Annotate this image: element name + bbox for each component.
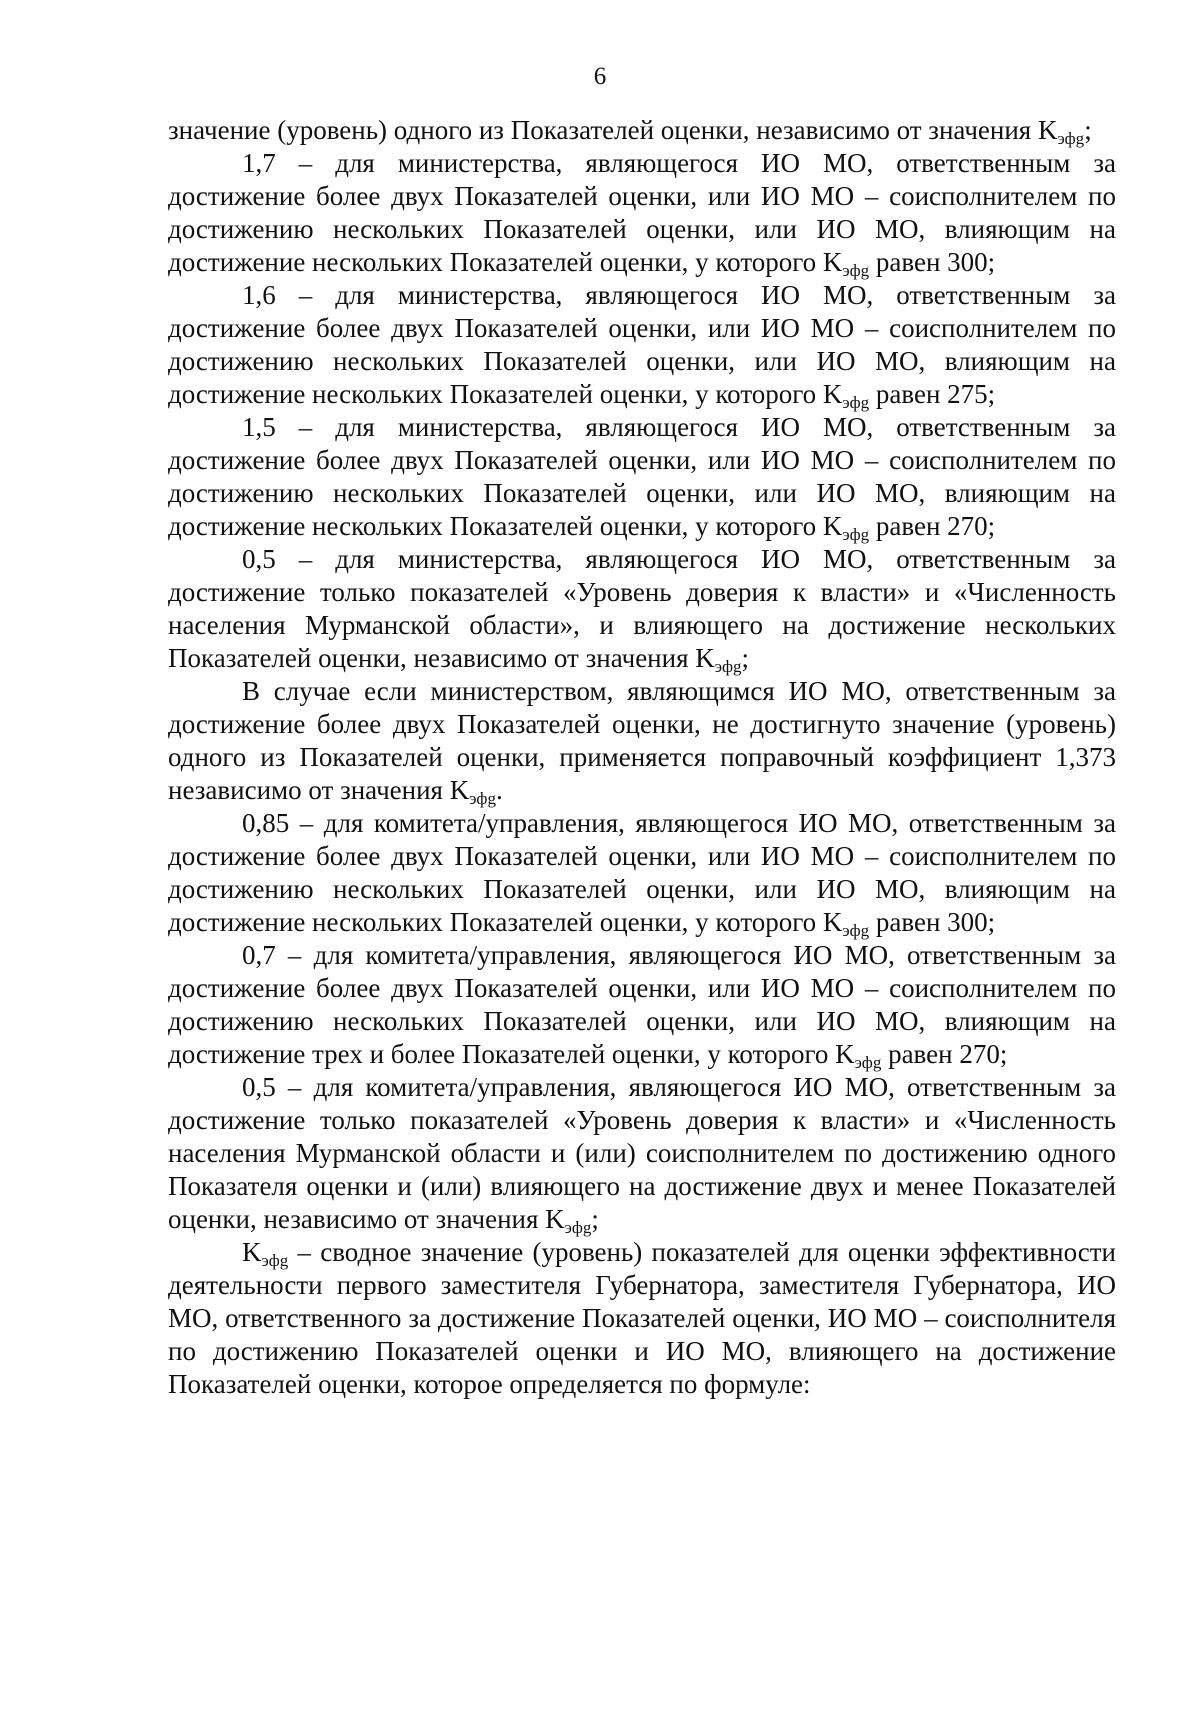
coefficient-symbol [242,1237,289,1270]
paragraph-text: равен 275; [869,379,996,409]
paragraph [168,279,1116,411]
coefficient-symbol [822,907,870,940]
paragraph [168,1236,1116,1401]
coefficient-symbol [822,379,870,412]
paragraph-text: равен 270; [869,511,996,541]
paragraph-text: 0,5 – для комитета/управления, являющегося ИО МО, ответственным за достижение только показателей «Уровень доверия к власти» и «Численность населения Мурманской области и (или) соисполнителем по достижению одного Показателя оценки и (или) влияющего на достижение двух и менее Показателей оценки, независимо от значения [168,1072,1116,1234]
paragraph-text: ; [591,1204,599,1234]
coefficient-symbol [695,643,742,676]
coefficient-subscript: эфg [842,525,870,544]
coefficient-letter: K [822,511,843,541]
coefficient-letter: K [822,247,843,277]
paragraph [168,114,1116,147]
coefficient-letter: K [695,643,715,673]
paragraph-text: . [495,775,503,805]
coefficient-symbol [822,247,870,280]
paragraph-text: равен 300; [869,247,996,277]
paragraph [168,1071,1116,1236]
paragraph-text: 0,85 – для комитета/управления, являющегося ИО МО, ответственным за достижение более двух Показателей оценки, или ИО МО – соисполнителем по достижению нескольких Показателей оценки, или ИО МО, влияющим на достижение нескольких Показателей оценки, у которого [168,808,1116,937]
document-body [168,114,1116,1401]
coefficient-letter: K [835,1039,855,1069]
paragraph [168,939,1116,1071]
paragraph [168,543,1116,675]
paragraph-text: значение (уровень) одного из Показателей оценки, независимо от значения [168,115,1038,145]
coefficient-letter: K [449,775,470,805]
paragraph-text: равен 270; [881,1039,1008,1069]
paragraph-text: В случае если министерством, являющимся ИО МО, ответственным за достижение более двух Показателей оценки, не достигнуто значение (уровень) одного из Показателей оценки, применяется поправочный коэффициент 1,373 независимо от значения [168,676,1116,805]
coefficient-letter: K [545,1204,565,1234]
coefficient-subscript: эфg [854,1053,882,1072]
coefficient-letter: K [822,907,843,937]
paragraph-text: ; [1084,115,1092,145]
coefficient-symbol [1037,115,1085,148]
coefficient-symbol [449,775,496,808]
paragraph-text: 1,5 – для министерства, являющегося ИО МО, ответственным за достижение более двух Показателей оценки, или ИО МО – соисполнителем по достижению нескольких Показателей оценки, или ИО МО, влияющим на достижение нескольких Показателей оценки, у которого [168,412,1116,541]
coefficient-letter: K [1037,115,1058,145]
coefficient-subscript: эфg [261,1251,289,1270]
paragraph-text: ; [741,643,749,673]
coefficient-subscript: эфg [1057,129,1085,148]
paragraph-text: – сводное значение (уровень) показателей для оценки эффективности деятельности первого заместителя Губернатора, заместителя Губернатора, ИО МО, ответственного за достижение Показателей оценки, ИО МО – соисполнителя по достижению Показателей оценки и ИО МО, влияющего на достижение Показателей оценки, которое определяется по формуле: [168,1237,1116,1399]
paragraph [168,675,1116,807]
paragraph [168,807,1116,939]
paragraph-text: 1,6 – для министерства, являющегося ИО МО, ответственным за достижение более двух Показателей оценки, или ИО МО – соисполнителем по достижению нескольких Показателей оценки, или ИО МО, влияющим на достижение нескольких Показателей оценки, у которого [168,280,1116,409]
coefficient-symbol [835,1039,882,1072]
coefficient-subscript: эфg [469,789,496,808]
coefficient-letter: K [822,379,843,409]
paragraph-text: 0,7 – для комитета/управления, являющегося ИО МО, ответственным за достижение более двух Показателей оценки, или ИО МО – соисполнителем по достижению нескольких Показателей оценки, или ИО МО, влияющим на достижение трех и более Показателей оценки, у которого [168,940,1116,1069]
coefficient-letter: K [242,1237,262,1267]
paragraph [168,411,1116,543]
paragraph-text: равен 300; [869,907,996,937]
coefficient-subscript: эфg [842,261,870,280]
coefficient-subscript: эфg [714,657,742,676]
coefficient-symbol [822,511,870,544]
coefficient-subscript: эфg [564,1218,592,1237]
paragraph-text: 0,5 – для министерства, являющегося ИО МО, ответственным за достижение только показателей «Уровень доверия к власти» и «Численность населения Мурманской области», и влияющего на достижение нескольких Показателей оценки, независимо от значения [168,544,1116,673]
coefficient-subscript: эфg [842,921,870,940]
coefficient-subscript: эфg [842,393,870,412]
paragraph-text: 1,7 – для министерства, являющегося ИО МО, ответственным за достижение более двух Показателей оценки, или ИО МО – соисполнителем по достижению нескольких Показателей оценки, или ИО МО, влияющим на достижение нескольких Показателей оценки, у которого [168,148,1116,277]
page-number: 6 [593,63,607,90]
coefficient-symbol [545,1204,592,1237]
paragraph [168,147,1116,279]
